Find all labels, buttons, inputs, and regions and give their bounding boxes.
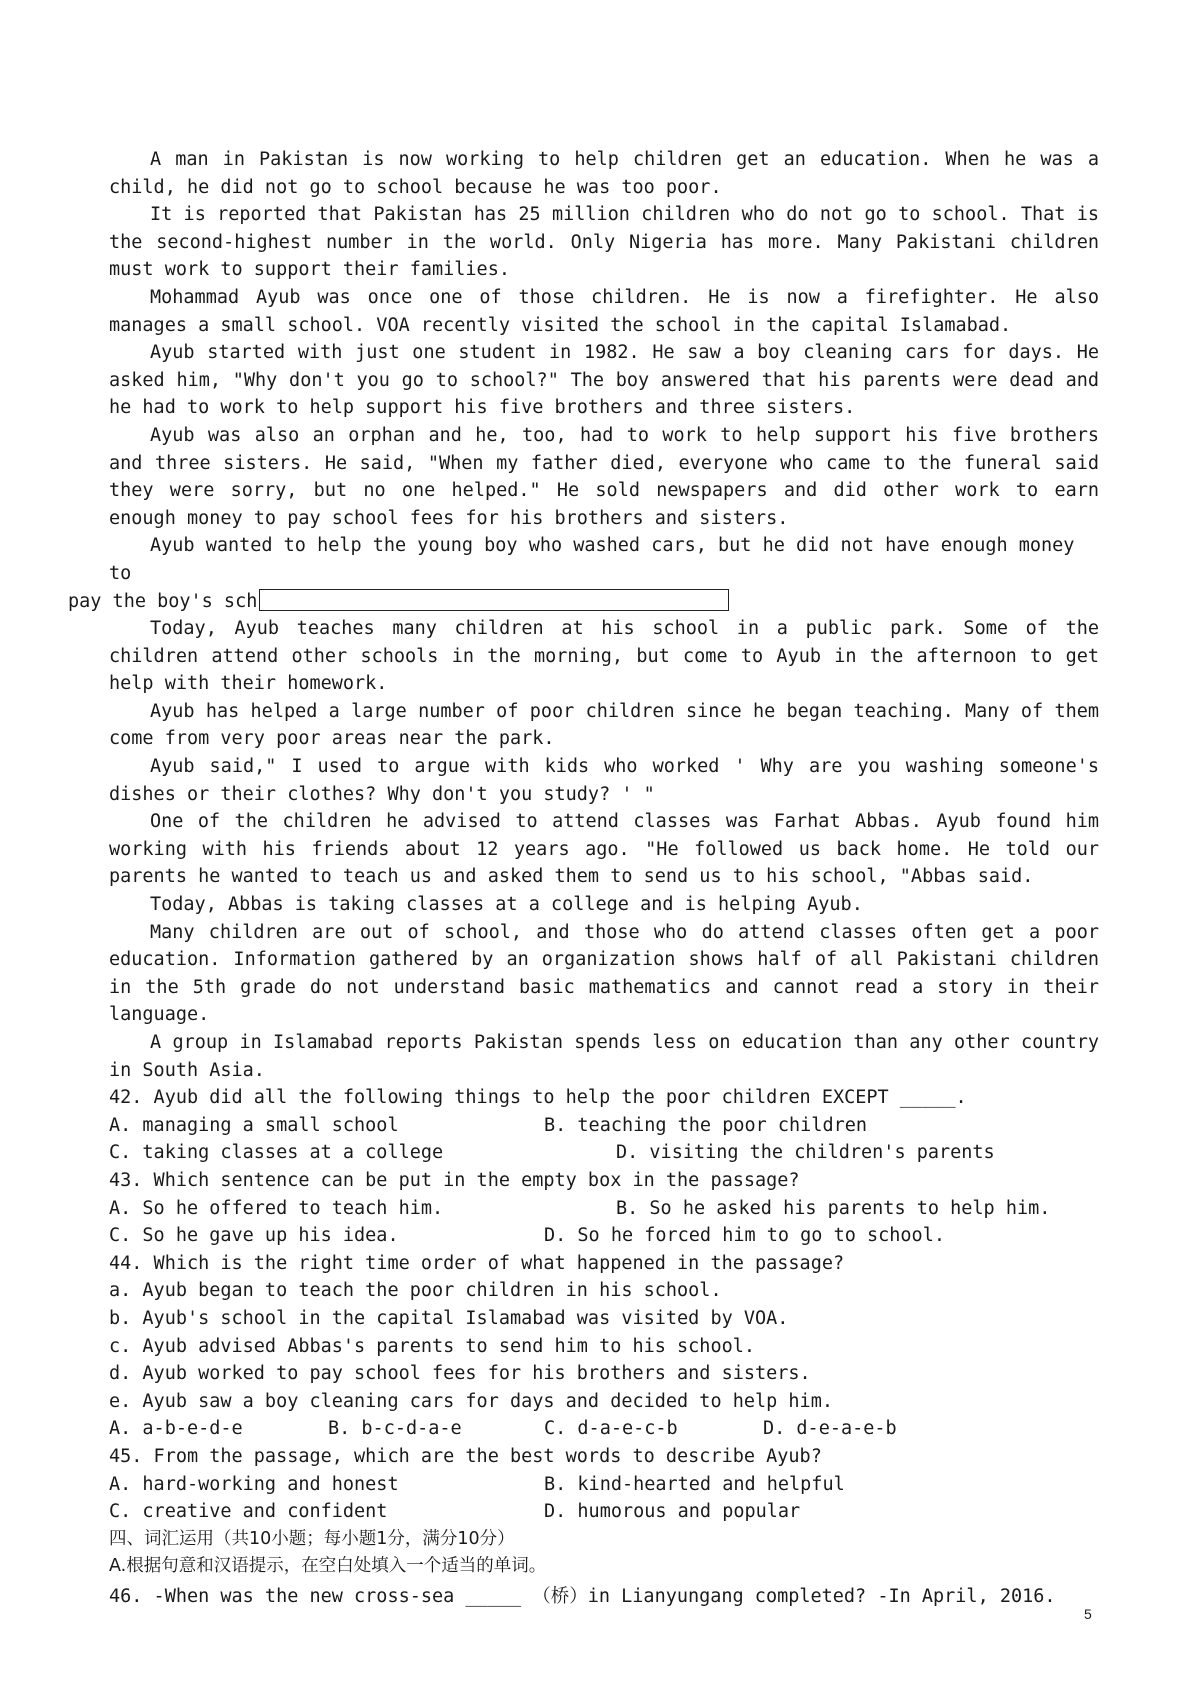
passage-line: Ayub wanted to help the young boy who washed cars, but he did not have enough money to bbox=[109, 535, 1075, 584]
passage-paragraph: One of the children he advised to attend classes was Farhat Abbas. Ayub found him working with his friends about 12 years ago. "He followed us back home. He told our parents he wanted to teach us and asked them to send us to his school, "Abbas said. bbox=[109, 811, 1099, 888]
option-a: A. hard-working and honest bbox=[109, 1473, 399, 1495]
empty-answer-box bbox=[259, 589, 729, 611]
passage-paragraph: Many children are out of school, and those who do attend classes often get a poor education. Information gathered by an organization shows half of all Pakistani children in the 5th grade do not understand basic mathematics and cannot read a story in their language. bbox=[109, 921, 1099, 1026]
question-42-stem: 42. Ayub did all the following things to help the poor children EXCEPT _____. bbox=[109, 1087, 967, 1109]
event-item: d. Ayub worked to pay school fees for his brothers and sisters. bbox=[109, 1363, 811, 1385]
event-item: c. Ayub advised Abbas's parents to send him to his school. bbox=[109, 1335, 756, 1357]
passage-paragraph: Ayub has helped a large number of poor children since he began teaching. Many of them come from very poor areas near the park. bbox=[109, 700, 1099, 750]
question-42-options-row2 bbox=[109, 1139, 1099, 1167]
passage-paragraph: Ayub was also an orphan and he, too, had to work to help support his five brothers and three sisters. He said, "When my father died, everyone who came to the funeral said they were sorry, but no one helped." He sold newspapers and did other work to earn enough money to pay school fees for his brothers and sisters. bbox=[109, 424, 1099, 529]
option-a: A. a-b-e-d-e bbox=[109, 1418, 243, 1440]
passage-line: pay the boy's sch bbox=[68, 590, 258, 612]
option-c: C. d-a-e-c-b bbox=[544, 1418, 678, 1440]
option-a: A. So he offered to teach him. bbox=[109, 1197, 444, 1219]
option-b: B. So he asked his parents to help him. bbox=[616, 1197, 1051, 1219]
question-44-options bbox=[109, 1415, 1099, 1443]
option-c: C. taking classes at a college bbox=[109, 1142, 444, 1164]
option-b: B. b-c-d-a-e bbox=[328, 1418, 462, 1440]
passage-paragraph: Ayub said," I used to argue with kids who worked ' Why are you washing someone's dishes or their clothes? Why don't you study? ' " bbox=[109, 756, 1099, 805]
option-c: C. So he gave up his idea. bbox=[109, 1225, 399, 1247]
page-number: 5 bbox=[1084, 1606, 1092, 1622]
passage-paragraph: Ayub started with just one student in 1982. He saw a boy cleaning cars for days. He asked him, "Why don't you go to school?" The boy answered that his parents were dead and he had to work to help support his five brothers and three sisters. bbox=[109, 342, 1099, 419]
option-b: B. kind-hearted and helpful bbox=[544, 1473, 845, 1495]
question-45-options-row1 bbox=[109, 1471, 1099, 1499]
option-d: D. d-e-a-e-b bbox=[763, 1418, 897, 1440]
question-45-options-row2 bbox=[109, 1498, 1099, 1526]
option-d: D. humorous and popular bbox=[544, 1501, 801, 1523]
exam-page-content bbox=[68, 146, 1099, 1610]
passage-paragraph: A man in Pakistan is now working to help children get an education. When he was a child, he did not go to school because he was too poor. bbox=[109, 149, 1099, 198]
question-45-stem: 45. From the passage, which are the best words to describe Ayub? bbox=[109, 1445, 822, 1467]
question-44-stem: 44. Which is the right time order of what happened in the passage? bbox=[109, 1252, 845, 1274]
event-item: a. Ayub began to teach the poor children in his school. bbox=[109, 1280, 722, 1302]
passage-paragraph: Today, Abbas is taking classes at a college and is helping Ayub. bbox=[150, 894, 863, 916]
passage-paragraph: It is reported that Pakistan has 25 million children who do not go to school. That is the second-highest number in the world. Only Nigeria has more. Many Pakistani children must work to support their families. bbox=[109, 204, 1099, 281]
passage-paragraph-with-box bbox=[68, 532, 1099, 615]
option-d: D. So he forced him to go to school. bbox=[544, 1225, 945, 1247]
option-d: D. visiting the children's parents bbox=[616, 1142, 995, 1164]
question-43-stem: 43. Which sentence can be put in the empty box in the passage? bbox=[109, 1169, 800, 1191]
passage-paragraph: Today, Ayub teaches many children at his school in a public park. Some of the children attend other schools in the morning, but come to Ayub in the afternoon to get help with their homework. bbox=[109, 618, 1099, 695]
question-42-options-row1 bbox=[109, 1112, 1099, 1140]
option-a: A. managing a small school bbox=[109, 1114, 399, 1136]
passage-paragraph: A group in Islamabad reports Pakistan spends less on education than any other country in South Asia. bbox=[109, 1032, 1099, 1081]
question-46: 46. -When was the new cross-sea _____ （桥）in Lianyungang completed? -In April, 2016. bbox=[109, 1585, 1056, 1607]
section-heading: 四、词汇运用（共10小题；每小题1分，满分10分） bbox=[109, 1528, 515, 1549]
question-43-options-row1 bbox=[109, 1195, 1099, 1223]
passage-paragraph: Mohammad Ayub was once one of those children. He is now a firefighter. He also manages a small school. VOA recently visited the school in the capital Islamabad. bbox=[109, 286, 1099, 336]
section-instruction: A.根据句意和汉语提示，在空白处填入一个适当的单词。 bbox=[109, 1556, 547, 1577]
option-c: C. creative and confident bbox=[109, 1501, 388, 1523]
question-43-options-row2 bbox=[109, 1222, 1099, 1250]
event-item: e. Ayub saw a boy cleaning cars for days and decided to help him. bbox=[109, 1390, 833, 1412]
event-item: b. Ayub's school in the capital Islamabad was visited by VOA. bbox=[109, 1307, 789, 1329]
option-b: B. teaching the poor children bbox=[544, 1114, 868, 1136]
